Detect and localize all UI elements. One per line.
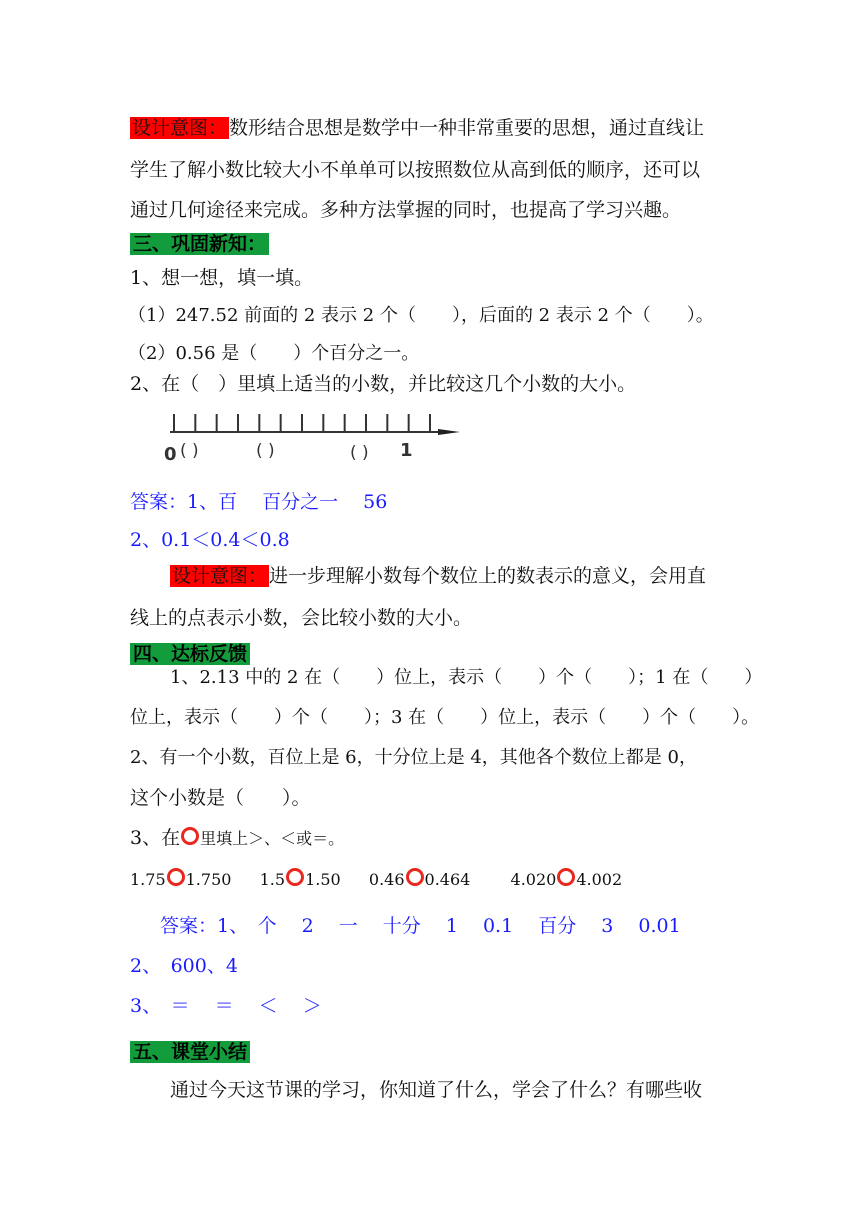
circle-icon[interactable] — [167, 868, 185, 886]
q3-prefix: 3、在 — [130, 827, 181, 849]
cmp-left: 1.5 — [259, 870, 286, 889]
cmp-right: 4.002 — [576, 870, 623, 889]
design-intent-paragraph-1 — [130, 114, 704, 142]
label-zero: 0 — [164, 444, 177, 465]
section5-heading: 五、课堂小结 — [130, 1041, 250, 1063]
cmp-left: 1.75 — [130, 870, 166, 889]
section3-heading: 三、巩固新知： — [130, 233, 269, 255]
s4-question-1-line-1: 1、2.13 中的 2 在（ ）位上，表示（ ）个（ ）；1 在（ ） — [170, 667, 763, 688]
cmp-left: 0.46 — [368, 870, 405, 889]
circle-icon[interactable] — [406, 868, 424, 886]
text-line: 线上的点表示小数，会比较小数的大小。 — [130, 607, 473, 629]
question-1-1: （1）247.52 前面的 2 表示 2 个（ ），后面的 2 表示 2 个（ ）。 — [128, 305, 714, 326]
cmp-left: 4.020 — [510, 870, 557, 889]
circle-icon — [181, 827, 199, 845]
circle-icon[interactable] — [557, 868, 575, 886]
s4-question-2-line-1: 2、有一个小数，百位上是 6，十分位上是 4，其他各个数位上都是 0， — [130, 747, 697, 768]
section-heading — [130, 1038, 250, 1066]
question-1: 1、想一想，填一填。 — [130, 267, 314, 289]
cmp-right: 1.50 — [305, 870, 341, 889]
label-one: 1 — [400, 440, 413, 461]
text: 进一步理解小数每个数位上的数表示的意义，会用直 — [269, 565, 707, 587]
s4-question-1-line-2: 位上，表示（ ）个（ ）；3 在（ ）位上，表示（ ）个（ ）。 — [130, 707, 760, 728]
answer-section4-2: 2、 600、4 — [130, 955, 238, 977]
comparison-row — [130, 866, 622, 894]
blank-1: ( ) — [180, 441, 199, 461]
number-line-figure — [160, 404, 470, 466]
s4-question-2-line-2: 这个小数是（ ）。 — [130, 787, 311, 809]
text: 数形结合思想是数学中一种非常重要的思想，通过直线让 — [229, 117, 705, 139]
blank-2: ( ) — [256, 441, 275, 461]
design-intent-tag: 设计意图： — [132, 117, 228, 139]
question-1-2: （2）0.56 是（ ）个百分之一。 — [128, 343, 420, 364]
number-line-ticks — [174, 414, 430, 432]
text-line: 学生了解小数比较大小不单单可以按照数位从高到低的顺序，还可以 — [130, 159, 701, 181]
answer-section3-2: 2、0.1＜0.4＜0.8 — [130, 529, 290, 551]
blank-3: ( ) — [350, 443, 369, 463]
section4-heading: 四、达标反馈 — [130, 643, 250, 665]
section-heading — [130, 230, 269, 258]
answer-section3-1: 答案：1、百 百分之一 56 — [130, 491, 388, 513]
answer-section4-1: 答案：1、 个 2 一 十分 1 0.1 百分 3 0.01 — [160, 915, 681, 937]
cmp-right: 0.464 — [424, 870, 471, 889]
summary-line-1: 通过今天这节课的学习，你知道了什么，学会了什么？有哪些收 — [170, 1079, 703, 1101]
text-line: 通过几何途径来完成。多种方法掌握的同时，也提高了学习兴趣。 — [130, 199, 682, 221]
answer-section4-3: 3、 ＝ ＝ ＜ ＞ — [130, 995, 322, 1017]
circle-icon[interactable] — [286, 868, 304, 886]
number-line-arrow — [438, 429, 460, 435]
q3-suffix: 里填上＞、＜或＝。 — [200, 829, 345, 848]
design-intent-paragraph-2 — [170, 562, 706, 590]
design-intent-tag: 设计意图： — [172, 565, 268, 587]
question-2: 2、在（ ）里填上适当的小数，并比较这几个小数的大小。 — [130, 373, 637, 395]
cmp-right: 1.750 — [185, 870, 232, 889]
s4-question-3 — [130, 824, 344, 853]
